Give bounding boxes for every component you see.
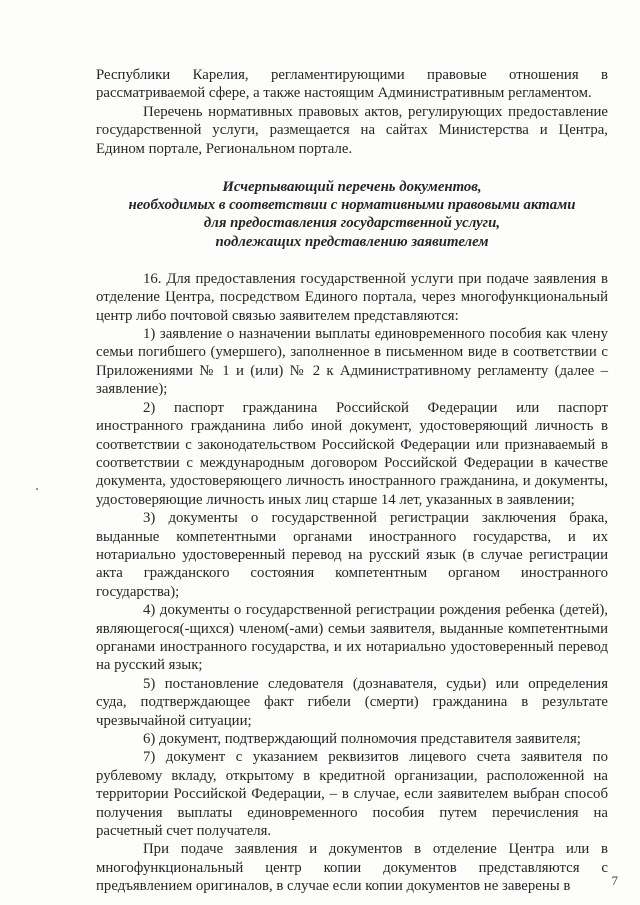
list-item: 6) документ, подтверждающий полномочия представителя заявителя; [143, 731, 581, 747]
list-item: 5) постановление следователя (дознавателя, судьи) или определения суда, подтверждающее факт гибели (смерти) гражданина в результате чрезвычайной ситуации; [96, 675, 608, 729]
list-item: 4) документы о государственной регистрации рождения ребенка (детей), являющегося(-щихся) членом(-ами) семьи заявителя, выданные компетентными органами иностранного государства, и их нотариально удостоверенный перевод на русский язык; [96, 602, 608, 674]
section-heading [96, 178, 608, 251]
heading-line: Исчерпывающий перечень документов, [222, 179, 482, 196]
clause-16: 16. Для предоставления государственной услуги при подаче заявления в отделение Центра, посредством Единого портала, через многофункциональный центр либо почтовой связью заявителем представляются: [96, 270, 608, 324]
heading-line: необходимых в соответствии с нормативными правовыми актами [128, 197, 576, 214]
continuation-paragraph: Республики Карелия, регламентирующими правовые отношения в рассматриваемой сфере, а также настоящим Административным регламентом. [96, 67, 608, 102]
heading-line: подлежащих представлению заявителем [215, 233, 489, 250]
list-item: 7) документ с указанием реквизитов лицевого счета заявителя по рублевому вкладу, открытому в кредитной организации, расположенной на территории Российской Федерации, – в случае, если заявителем выбран способ получения выплаты единовременного пособия путем перечисления на расчетный счет получателя. [96, 749, 608, 840]
document-page [96, 66, 608, 896]
scan-speck [36, 488, 38, 490]
closing-paragraph: При подаче заявления и документов в отделение Центра или в многофункциональный центр копии документов представляются с предъявлением оригиналов, в случае если копии документов не заверены в [96, 841, 608, 895]
list-item: 3) документы о государственной регистрации заключения брака, выданные компетентными органами иностранного государства, и их нотариально удостоверенный перевод на русский язык (в случае регистрации акта гражданского состояния компетентным органом иностранного государства); [96, 510, 608, 600]
list-item: 2) паспорт гражданина Российской Федерации или паспорт иностранного гражданина либо иной документ, удостоверяющий личность в соответствии с законодательством Российской Федерации или признаваемый в соответствии с международным договором Российской Федерации в качестве документа, удостоверяющего личность иностранного гражданина, и документы, удостоверяющие личность иных лиц старше 14 лет, указанных в заявлении; [96, 399, 608, 508]
page-number: 7 [611, 873, 618, 888]
legal-acts-paragraph: Перечень нормативных правовых актов, регулирующих предоставление государственной услуги, размещается на сайтах Министерства и Центра, Едином портале, Региональном портале. [96, 103, 608, 157]
heading-line: для предоставления государственной услуги, [203, 215, 501, 232]
list-item: 1) заявление о назначении выплаты единовременного пособия как члену семьи погибшего (умершего), заполненное в письменном виде в соответствии с Приложениями № 1 и (или) № 2 к Административному регламенту (далее – заявление); [96, 326, 608, 398]
